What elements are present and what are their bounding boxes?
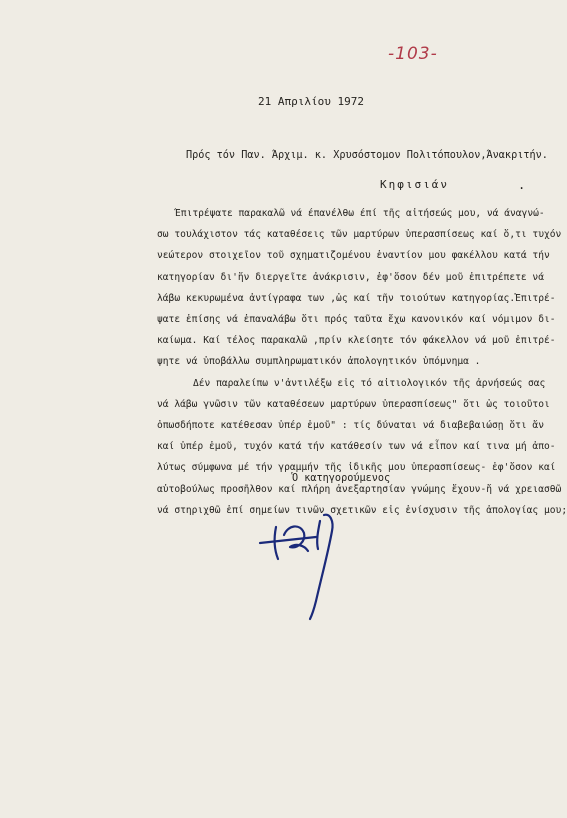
closing-dot: . [518,178,526,192]
body-line: λύτως σύμφωνα μέ τήν γραμμήν τῆς ἰδικῆς μου ὑπερασπίσεως- ἐφ'ὅσον καί [157,462,556,474]
body-line: Δέν παραλείπω ν'ἀντιλέξω εἰς τό αἰτιολογικόν τῆς ἀρνήσεώς σας [193,377,546,389]
body-line: αὐτοβούλως προσῆλθον καί πλήρη ἀνεξαρτησίαν γνώμης ἔχουν-ἤ νά χρειασθῶ [157,483,562,495]
body-line: σω τουλάχιστον τάς καταθέσεις τῶν μαρτύρων ὑπερασπίσεως καί ὅ,τι τυχόν [157,229,562,241]
body-line: καίωμα. Καί τέλος παρακαλῶ ,πρίν κλείσητε τόν φάκελλον νά μοῦ ἐπιτρέ- [157,335,556,347]
body-line: νεώτερον στοιχεῖον τοῦ σχηματιζομένου ἐναντίον μου φακέλλου κατά τήν [157,250,550,262]
addressee-line: Πρός τόν Παν. Άρχιμ. κ. Χρυσόστομον Πολιτόπουλον,Άνακριτήν. [186,150,548,161]
body-line: λάβω κεκυρωμένα ἀντίγραφα των ,ὡς καί τῆν τοιούτων κατηγορίας.Ἐπιτρέ- [157,292,556,304]
body-line: ψατε ἐπίσης νά ἐπαναλάβω ὅτι πρός ταῦτα ἔχω κανονικόν καί νόμιμον δι- [157,314,556,326]
body-line: ὁπωσδήποτε κατέθεσαν ὑπέρ ἐμοῦ" : τίς δύναται νά διαβεβαιώσῃ ὅτι ἄν [157,420,544,432]
body-line: Έπιτρέψατε παρακαλῶ νά έπανέλθω έπί τῆς αἰτήσεώς μου, νά άναγνώ- [175,208,545,219]
body-line: ψητε νά ὑποβάλλω συμπληρωματικόν ἀπολογητικόν ὑπόμνημα . [157,356,481,368]
body-line: νά λάβω γνῶσιν τῶν καταθέσεων μαρτύρων ὑπερασπίσεως" ὅτι ὡς τοιοῦτοι [157,398,550,410]
letter-date: 21 Απριλίου 1972 [258,95,364,108]
page-number: -103- [388,44,438,64]
place-line: Κηφισιάν [380,178,449,191]
body-line: νά στηριχθῶ ἐπί σημείων τινῶν σχετικῶν εἰς ἐνίσχυσιν τῆς ἀπολογίας μου; [157,504,567,516]
signoff-line: Ὁ κατηγορούμενος [292,473,391,484]
handwritten-signature-icon [258,505,368,625]
body-line: καί ὑπέρ ἐμοῦ, τυχόν κατά τήν κατάθεσίν των νά εἶπον καί τινα μή ἀπο- [157,441,556,453]
body-line: κατηγορίαν δι'ἥν διεργεῖτε ἀνάκρισιν, ἐφ'ὅσον δέν μοῦ ἐπιτρέπετε νά [157,271,544,283]
